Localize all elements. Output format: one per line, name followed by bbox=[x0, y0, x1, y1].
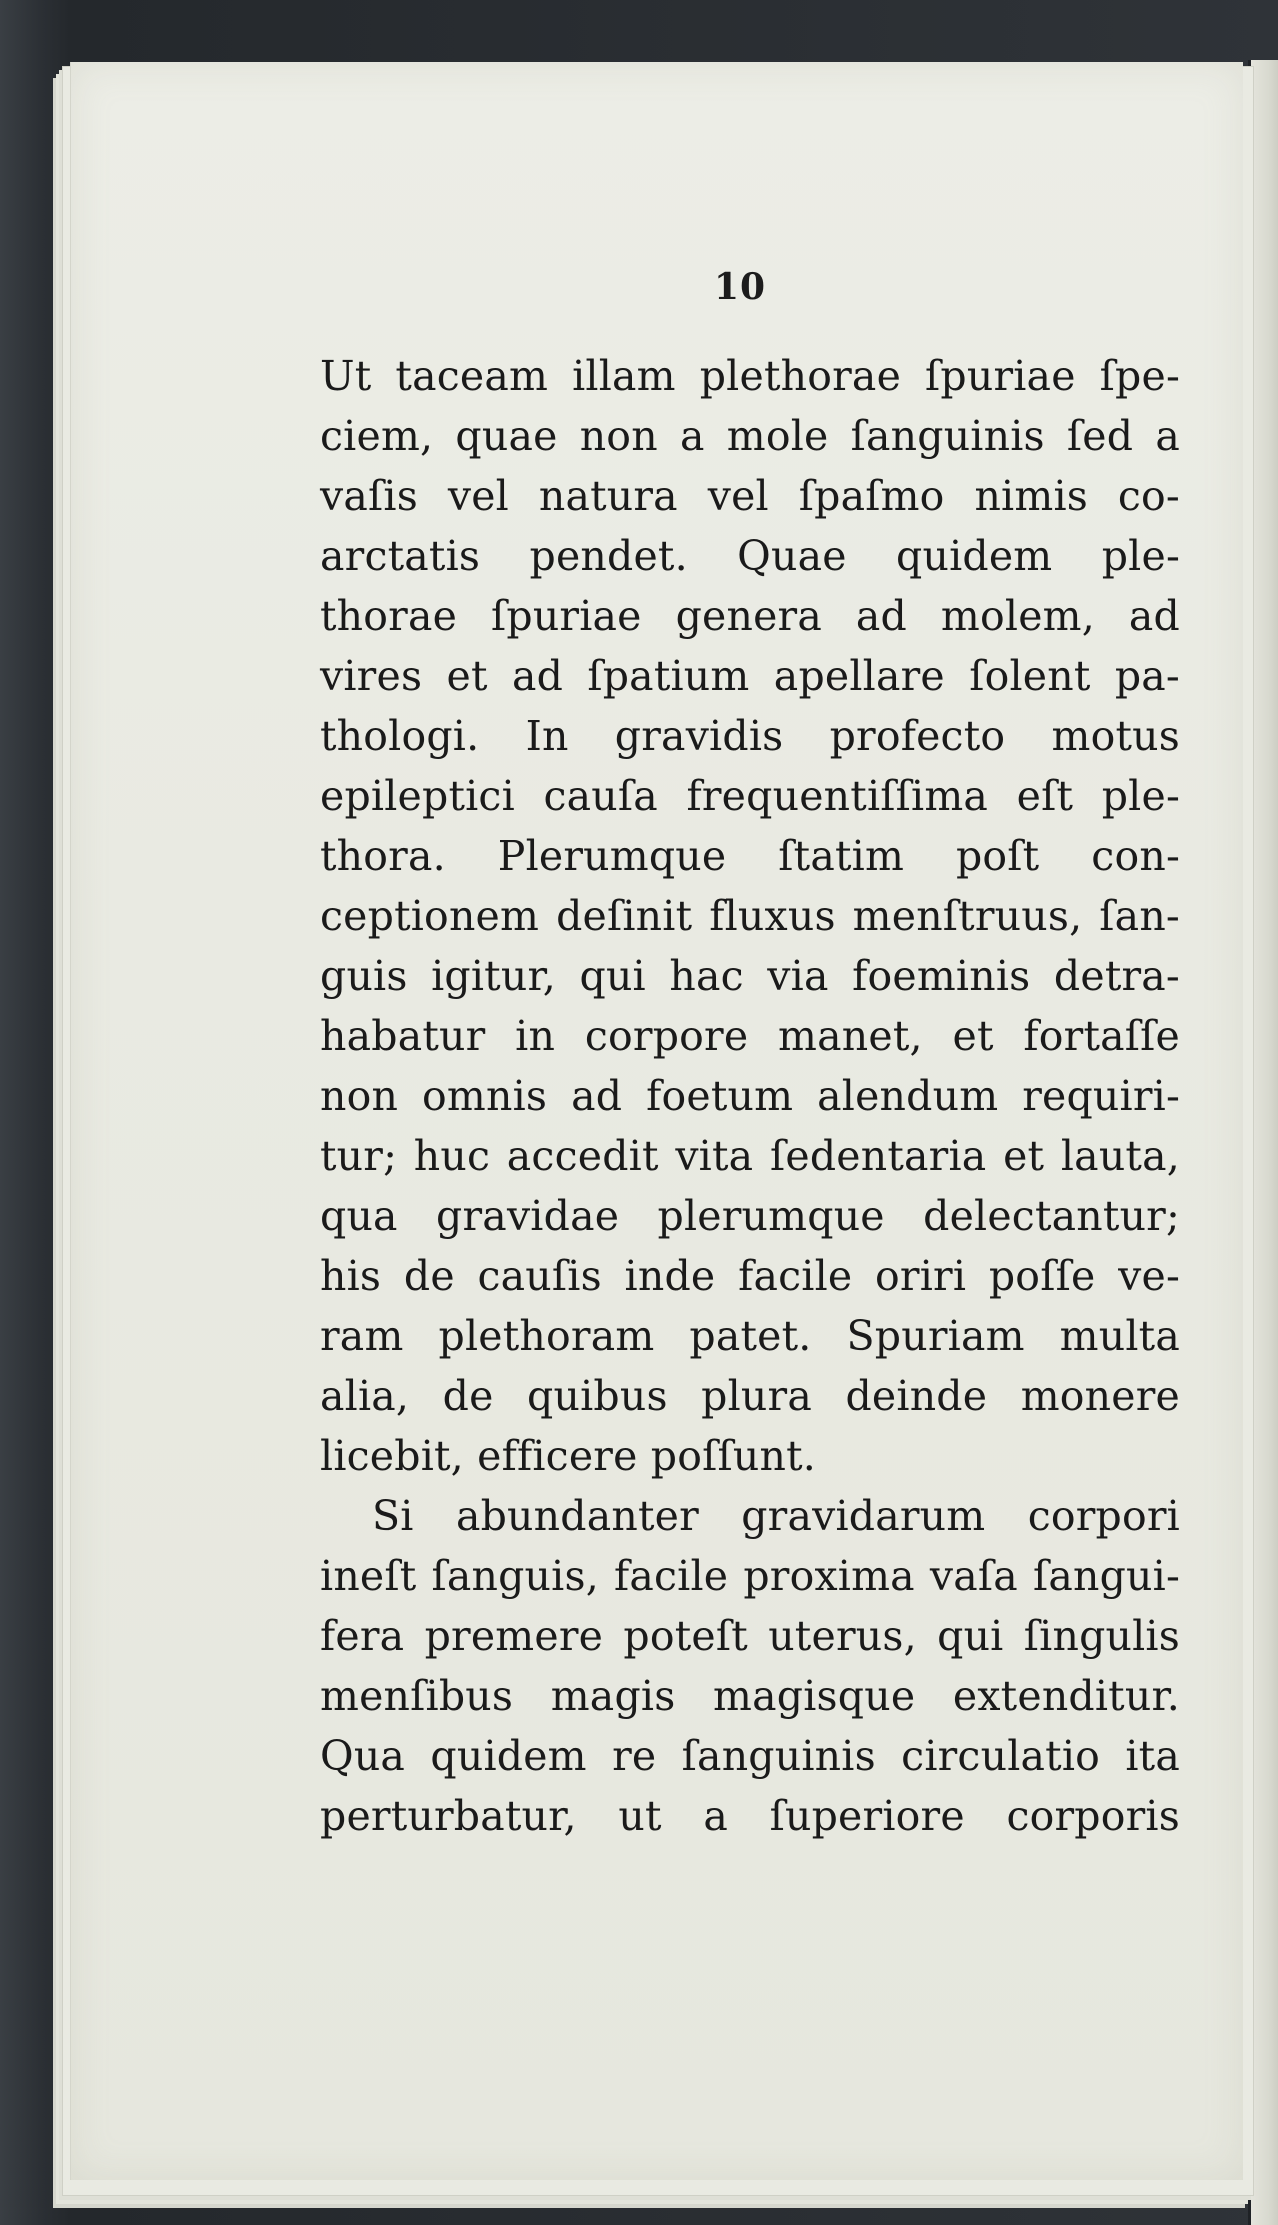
text-line: licebit, efficere poſſunt. bbox=[320, 1432, 816, 1480]
text-line: epileptici cauſa frequentiſſima eſt ple- bbox=[320, 772, 1180, 820]
text-line: Ut taceam illam plethorae ſpuriae ſpe- bbox=[320, 352, 1180, 400]
text-line: menſibus magis magisque extenditur. bbox=[320, 1672, 1180, 1720]
text-line: tur; huc accedit vita ſedentaria et lauta, bbox=[320, 1132, 1180, 1180]
text-line: guis igitur, qui hac via foeminis detra- bbox=[320, 952, 1180, 1000]
text-line: qua gravidae plerumque delectantur; bbox=[320, 1192, 1180, 1240]
text-line: vaſis vel natura vel ſpaſmo nimis co- bbox=[320, 472, 1180, 520]
text-line: arctatis pendet. Quae quidem ple- bbox=[320, 532, 1180, 580]
page-number: 10 bbox=[713, 266, 767, 308]
text-line: thorae ſpuriae genera ad molem, ad bbox=[320, 592, 1180, 640]
text-line: thologi. In gravidis profecto motus bbox=[320, 712, 1180, 760]
text-line: ciem, quae non a mole ſanguinis ſed a bbox=[320, 412, 1180, 460]
text-line: perturbatur, ut a ſuperiore corporis bbox=[320, 1792, 1180, 1840]
text-line: non omnis ad foetum alendum requiri- bbox=[320, 1072, 1180, 1120]
text-line: thora. Plerumque ſtatim poſt con- bbox=[320, 832, 1180, 880]
text-line: his de cauſis inde facile oriri poſſe ve- bbox=[320, 1252, 1180, 1300]
text-line: alia, de quibus plura deinde monere bbox=[320, 1372, 1180, 1420]
text-line: ram plethoram patet. Spuriam multa bbox=[320, 1312, 1180, 1360]
text-line: vires et ad ſpatium apellare ſolent pa- bbox=[320, 652, 1180, 700]
text-line: habatur in corpore manet, et fortaſſe bbox=[320, 1012, 1180, 1060]
text-line: Si abundanter gravidarum corpori bbox=[372, 1492, 1180, 1540]
text-line: Qua quidem re ſanguinis circulatio ita bbox=[320, 1732, 1180, 1780]
text-line: ineſt ſanguis, facile proxima vaſa ſangui- bbox=[320, 1552, 1180, 1600]
text-line: fera premere poteſt uterus, qui ſingulis bbox=[320, 1612, 1180, 1660]
text-line: ceptionem deſinit fluxus menſtruus, ſan- bbox=[320, 892, 1180, 940]
